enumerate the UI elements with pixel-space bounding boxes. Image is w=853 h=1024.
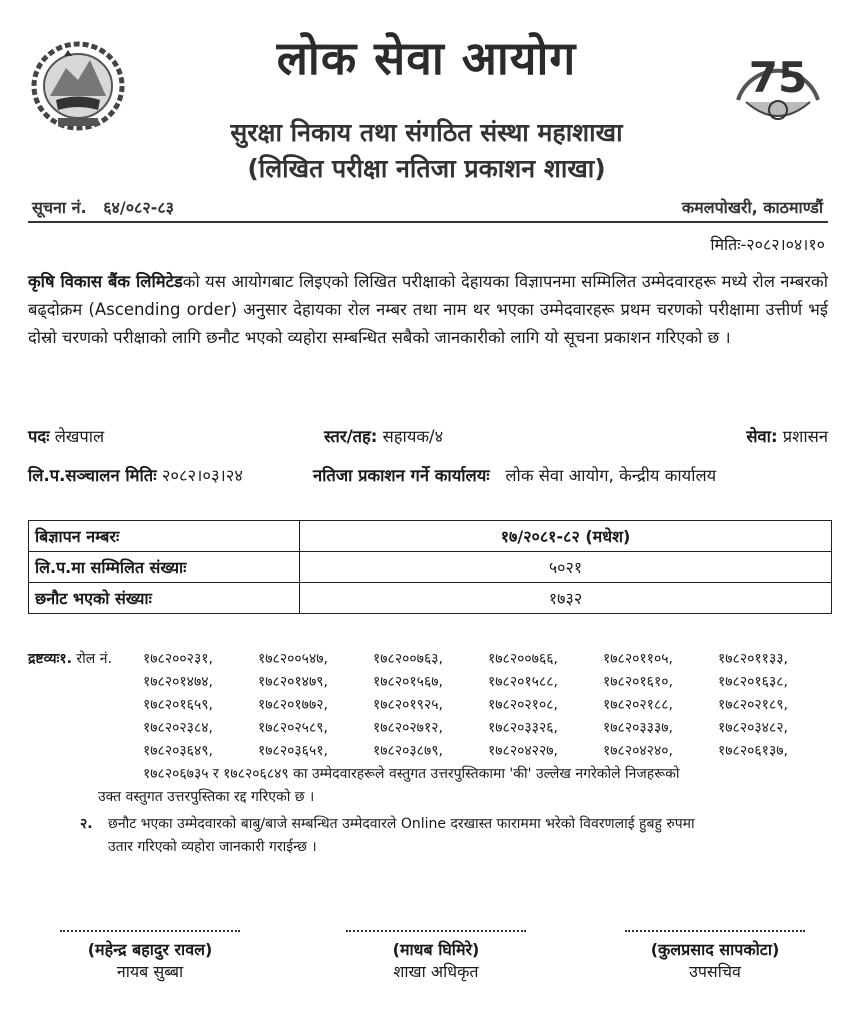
table-value: १७/२०८१-८२ (मधेश) [300, 521, 832, 552]
notice-paragraph [28, 268, 828, 352]
roll-note-continuation: उक्त वस्तुगत उत्तरपुस्तिका रद्द गरिएको छ । [98, 789, 315, 805]
advertisement-table [28, 520, 832, 614]
signatory-name: (महेन्द्र बहादुर रावल) [87, 940, 213, 959]
roll-number: १७८२०३३२६, [488, 720, 558, 736]
signatory-name: (माधब घिमिरे) [392, 940, 480, 959]
roll-number: १७८२०३८७९, [373, 743, 443, 759]
level-value: सहायक/४ [382, 427, 444, 446]
roll-number: १७८२०४२४०, [603, 743, 673, 759]
roll-number: १७८२०१४७४, [143, 674, 213, 690]
service-value: प्रशासन [782, 427, 828, 446]
exam-date-value: २०८२।०३।२४ [161, 466, 243, 485]
table-value: ५०२१ [300, 552, 832, 583]
notes-section [28, 648, 833, 859]
roll-number: १७८२०२१८९, [718, 697, 788, 713]
roll-number-list [143, 648, 833, 763]
roll-number: १७८२०१६३८, [718, 674, 788, 690]
signature-block [615, 930, 815, 982]
roll-number: १७८२०६१३७, [718, 743, 788, 759]
table-row [29, 583, 832, 614]
roll-number: १७८२००७६३, [373, 651, 443, 667]
roll-number: १७८२०२७१२, [373, 720, 443, 736]
table-key: बिज्ञापन नम्बरः [29, 521, 300, 552]
roll-number: १७८२०१६१०, [603, 674, 673, 690]
signature-line [625, 930, 805, 932]
office-label: नतिजा प्रकाशन गर्ने कार्यालयः [313, 466, 490, 485]
roll-number: १७८२०११०५, [603, 651, 673, 667]
notice-text: को यस आयोगबाट लिइएको लिखित परीक्षाको देहायका विज्ञापनमा सम्मिलित उम्मेदवारहरू मध्ये रोल नम्बरको बढ्दोक्रम (Ascending order) अनुसार देहायका रोल नम्बर तथा नाम थर भएका उम्मेदवारहरू प्रथम चरणको परीक्षामा उत्तीर्ण भई दोस्रो चरणको परीक्षाको लागि छनौट भएको व्यहोरा सम्बन्धित सबैको जानकारीको लागि यो सूचना प्रकाशन गरिएको छ । [28, 272, 828, 347]
signature-line [346, 930, 526, 932]
roll-number: १७८२०३६४९, [143, 743, 213, 759]
roll-number: १७८२०१९२५, [373, 697, 443, 713]
signature-line [60, 930, 240, 932]
table-key: लि.प.मा सम्मिलित संख्याः [29, 552, 300, 583]
roll-number: १७८२०३६५१, [258, 743, 328, 759]
level-label: स्तर/तह: [324, 427, 378, 446]
roll-number: १७८२०१५६७, [373, 674, 443, 690]
note2-number: २. [80, 816, 93, 832]
table-value: १७३२ [300, 583, 832, 614]
table-key: छनौट भएको संख्याः [29, 583, 300, 614]
roll-number: १७८२०२१८८, [603, 697, 673, 713]
roll-number: १७८२०३३३७, [603, 720, 673, 736]
table-row [29, 521, 832, 552]
roll-number: १७८२०३४८२, [718, 720, 788, 736]
roll-number: १७८२००५४७, [258, 651, 328, 667]
roll-number: १७८२०१६५९, [143, 697, 213, 713]
notice-number: सूचना नं. ६४/०८२-८३ [32, 198, 174, 217]
service-label: सेवा: [746, 427, 778, 446]
roll-number: १७८२००७६६, [488, 651, 558, 667]
signatory-name: (कुलप्रसाद सापकोटा) [650, 940, 780, 959]
signature-block [336, 930, 536, 982]
signatory-title: नायब सुब्बा [116, 962, 184, 981]
roll-number: १७८२०२१०८, [488, 697, 558, 713]
roll-number: १७८२०१४७९, [258, 674, 328, 690]
page-title: लोक सेवा आयोग [276, 31, 577, 85]
header-divider [28, 221, 828, 223]
notes-label: द्रष्टव्यः१. [28, 651, 72, 667]
division-title: सुरक्षा निकाय तथा संगठित संस्था महाशाखा [230, 118, 623, 147]
note2-line2: उतार गरिएको व्यहोरा जानकारी गराईन्छ । [108, 839, 317, 855]
section-title: (लिखित परीक्षा नतिजा प्रकाशन शाखा) [247, 154, 606, 183]
logo-text: 75 [748, 53, 808, 102]
office-location: कमलपोखरी, काठमाण्डौं [681, 198, 823, 217]
roll-last-line: १७८२०६७३५ र १७८२०६८४९ का उम्मेदवारहरूले वस्तुगत उत्तरपुस्तिकामा 'की' उल्लेख नगरेकोले निजहरूको [143, 766, 680, 782]
roll-number: १७८२०२५८९, [258, 720, 328, 736]
roll-number: १७८२०१५८८, [488, 674, 558, 690]
post-label: पदः [28, 427, 50, 446]
roll-label: रोल नं. [76, 651, 112, 667]
post-value: लेखपाल [54, 427, 105, 446]
table-row [29, 552, 832, 583]
signatory-title: उपसचिव [689, 962, 741, 981]
roll-number: १७८२०११३३, [718, 651, 788, 667]
signatory-title: शाखा अधिकृत [393, 962, 479, 981]
note2-line1: छनौट भएका उम्मेदवारको बाबु/बाजे सम्बन्धित उम्मेदवारले Online दरखास्त फाराममा भरेको विवरणलाई हुबहु रुपमा [108, 816, 695, 832]
office-value: लोक सेवा आयोग, केन्द्रीय कार्यालय [505, 466, 717, 485]
roll-number: १७८२०१७७२, [258, 697, 328, 713]
notice-date: मितिः-२०८२।०४।१० [710, 235, 825, 254]
roll-number: १७८२०२३८४, [143, 720, 213, 736]
signature-block [50, 930, 250, 982]
organization-name: कृषि विकास बैंक लिमिटेड [28, 272, 183, 291]
exam-date-label: लि.प.सञ्चालन मितिः [28, 466, 157, 485]
roll-number: १७८२०४२२७, [488, 743, 558, 759]
roll-number: १७८२००२३१, [143, 651, 213, 667]
